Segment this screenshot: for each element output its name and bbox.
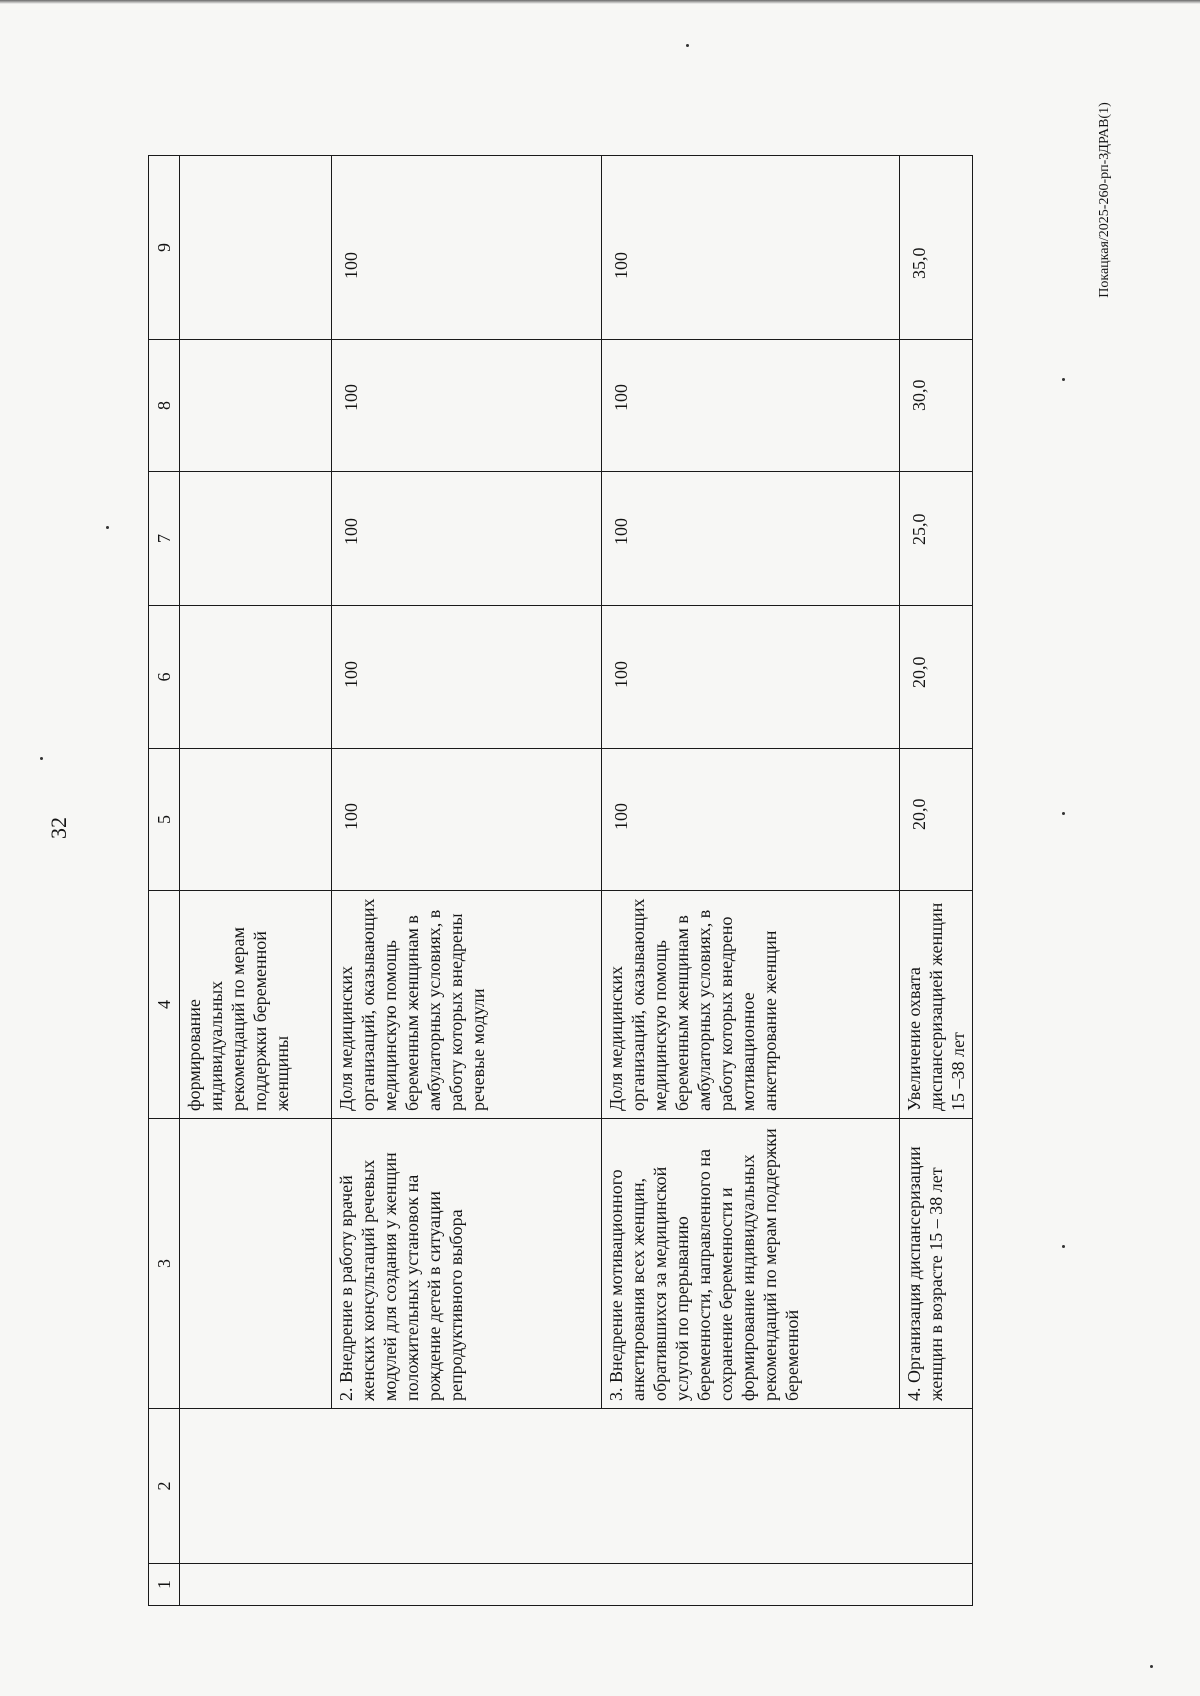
table-row xyxy=(332,156,602,1606)
column-number: 6 xyxy=(149,606,180,749)
cell-value: 100 xyxy=(332,156,602,340)
measures-table xyxy=(148,155,973,1606)
column-number: 2 xyxy=(149,1409,180,1564)
cell-col2 xyxy=(180,1409,973,1564)
cell-indicator: Доля медицинских организаций, оказывающих медицинскую помощь беременным женщинам в амбулаторных условиях, в работу которых внедрены речевые модули xyxy=(332,891,602,1119)
column-number: 8 xyxy=(149,340,180,472)
column-number: 3 xyxy=(149,1119,180,1409)
cell-value: 100 xyxy=(332,340,602,472)
table-row xyxy=(900,156,973,1606)
cell-value: 100 xyxy=(332,606,602,749)
cell-value: 20,0 xyxy=(900,749,973,891)
table-row xyxy=(180,156,332,1606)
scan-speck xyxy=(1062,378,1065,381)
scan-speck xyxy=(1062,812,1065,815)
cell-value: 100 xyxy=(602,749,900,891)
cell-value: 100 xyxy=(602,156,900,340)
cell-value: 100 xyxy=(602,472,900,606)
scan-speck xyxy=(1150,1665,1153,1668)
cell-value: 100 xyxy=(602,340,900,472)
cell-value xyxy=(180,606,332,749)
document-code: Покацкая/2025-260-рп-ЗДРАВ(1) xyxy=(1097,102,1112,298)
column-number: 7 xyxy=(149,472,180,606)
cell-indicator: Доля медицинских организаций, оказывающих медицинскую помощь беременным женщинам в амбулаторных условиях, в работу которых внедрено мотивационное анкетирование женщин xyxy=(602,891,900,1119)
cell-value: 35,0 xyxy=(900,156,973,340)
cell-value: 100 xyxy=(332,472,602,606)
cell-indicator: формирование индивидуальных рекомендаций по мерам поддержки беременной женщины xyxy=(180,891,332,1119)
cell-indicator: Увеличение охвата диспансеризацией женщин 15 –38 лет xyxy=(900,891,973,1119)
scan-top-edge xyxy=(0,0,1200,4)
cell-measure: 2. Внедрение в работу врачей женских консультаций речевых модулей для создания у женщин положительных установок на рождение детей в ситуации репродуктивного выбора xyxy=(332,1119,602,1409)
scan-speck xyxy=(40,757,43,760)
cell-measure xyxy=(180,1119,332,1409)
table-row xyxy=(602,156,900,1606)
cell-value xyxy=(180,156,332,340)
cell-col1 xyxy=(180,1564,973,1606)
cell-value xyxy=(180,749,332,891)
column-number: 1 xyxy=(149,1564,180,1606)
cell-measure: 3. Внедрение мотивационного анкетирования всех женщин, обратившихся за медицинской услугой по прерыванию беременности, направленного на сохранение беременности и формирование индивидуальных рекомендаций по мерам поддержки беременной xyxy=(602,1119,900,1409)
scan-speck xyxy=(686,44,689,47)
cell-value: 25,0 xyxy=(900,472,973,606)
column-number: 9 xyxy=(149,156,180,340)
cell-value: 100 xyxy=(332,749,602,891)
column-number-row xyxy=(149,156,180,1606)
cell-value: 20,0 xyxy=(900,606,973,749)
scan-speck xyxy=(106,526,109,529)
cell-value: 100 xyxy=(602,606,900,749)
page-number: 32 xyxy=(46,817,71,839)
cell-value xyxy=(180,340,332,472)
cell-measure: 4. Организация диспансеризации женщин в возрасте 15 – 38 лет xyxy=(900,1119,973,1409)
scan-speck xyxy=(1062,1245,1065,1248)
cell-value xyxy=(180,472,332,606)
column-number: 4 xyxy=(149,891,180,1119)
cell-value: 30,0 xyxy=(900,340,973,472)
column-number: 5 xyxy=(149,749,180,891)
